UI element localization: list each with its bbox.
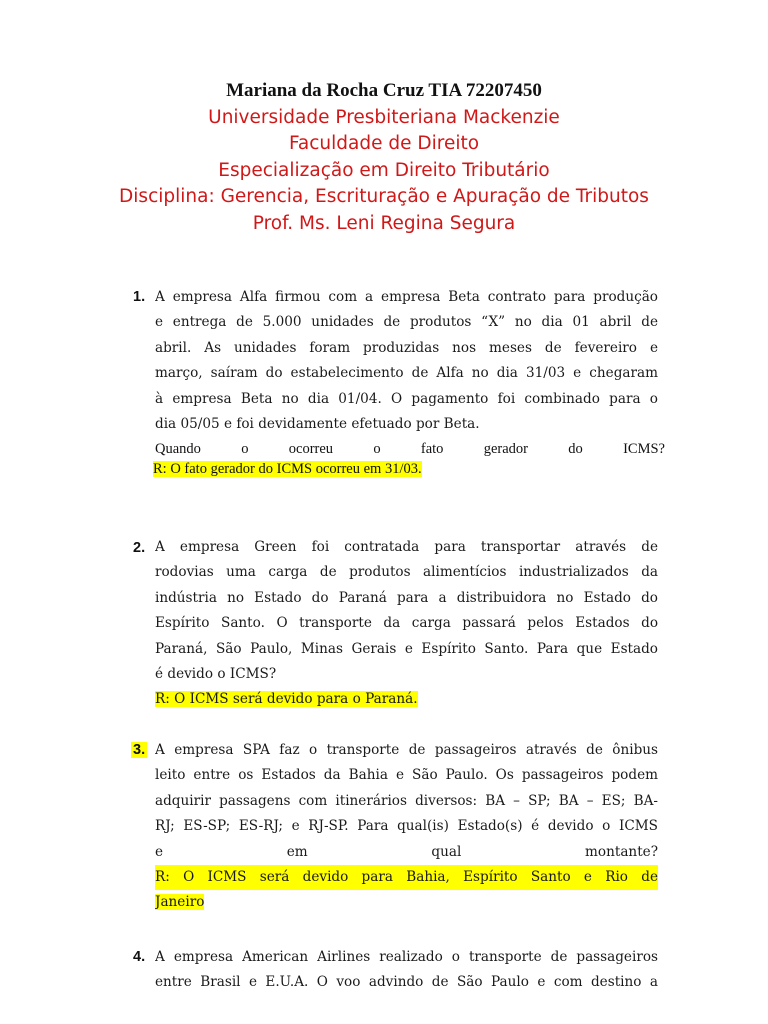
text-line: é devido o ICMS? (155, 665, 277, 682)
professor-name: Prof. Ms. Leni Regina Segura (252, 213, 516, 234)
text-line: dia 05/05 e foi devidamente efetuado por Beta. (155, 415, 480, 432)
text-line: à empresa Beta no dia 01/04. O pagamento foi combinado para o (155, 390, 658, 407)
question-number: 4. (133, 949, 146, 965)
answer-line: R: O ICMS será devido para Bahia, Espírito Santo e Rio de (155, 865, 658, 890)
text-line: leito entre os Estados da Bahia e São Paulo. Os passageiros podem (155, 767, 658, 784)
answer-text: Janeiro (155, 894, 205, 911)
text-line: Espírito Santo. O transporte da carga passará pelos Estados do (155, 615, 658, 632)
question-2-text (155, 535, 658, 713)
text-line: rodovias uma carga de produtos alimentícios industrializados da (155, 564, 658, 581)
question-1-text (155, 285, 658, 437)
text-line: e entrega de 5.000 unidades de produtos “X” no dia 01 abril de (155, 314, 658, 331)
university-name: Universidade Presbiteriana Mackenzie (208, 107, 560, 128)
text-line: e em qual montante? (155, 843, 658, 860)
question-3-text (155, 738, 658, 916)
text-line: Paraná, São Paulo, Minas Gerais e Espírito Santo. Para que Estado (155, 640, 658, 657)
answer-line (155, 890, 658, 915)
author-line: Mariana da Rocha Cruz TIA 72207450 (226, 80, 542, 101)
text-line: abril. As unidades foram produzidas nos meses de fevereiro e (155, 339, 658, 356)
answer-text: R: O ICMS será devido para o Paraná. (155, 691, 418, 708)
text-line: A empresa Green foi contratada para transportar através de (155, 539, 658, 555)
answer-line (155, 687, 658, 712)
text-line: entre Brasil e E.U.A. O voo advindo de São Paulo e com destino a (155, 974, 658, 991)
course-name: Especialização em Direito Tributário (218, 160, 550, 181)
text-line: março, saíram do estabelecimento de Alfa no dia 31/03 e chegaram (155, 365, 658, 382)
discipline-name: Disciplina: Gerencia, Escrituração e Apuração de Tributos (119, 186, 649, 207)
question-number: 2. (133, 540, 146, 556)
question-prompt: Quando o ocorreu o fato gerador do ICMS? (155, 441, 665, 457)
question-1-prompt (155, 440, 665, 459)
question-1-answer-block (153, 459, 673, 479)
question-4-text (155, 945, 658, 996)
question-number: 3. (133, 742, 146, 758)
text-line: A empresa SPA faz o transporte de passageiros através de ônibus (155, 742, 658, 758)
text-line: indústria no Estado do Paraná para a distribuidora no Estado do (155, 589, 658, 606)
answer-text: R: O fato gerador do ICMS ocorreu em 31/03. (153, 461, 422, 477)
text-line: RJ; ES-SP; ES-RJ; e RJ-SP. Para qual(is) Estado(s) é devido o ICMS (155, 818, 658, 835)
question-number: 1. (133, 289, 146, 305)
text-line: A empresa Alfa firmou com a empresa Beta contrato para produção (155, 289, 658, 305)
faculty-name: Faculdade de Direito (288, 133, 480, 154)
text-line: A empresa American Airlines realizado o transporte de passageiros (155, 949, 658, 965)
text-line: adquirir passagens com itinerários diversos: BA – SP; BA – ES; BA- (155, 792, 658, 809)
